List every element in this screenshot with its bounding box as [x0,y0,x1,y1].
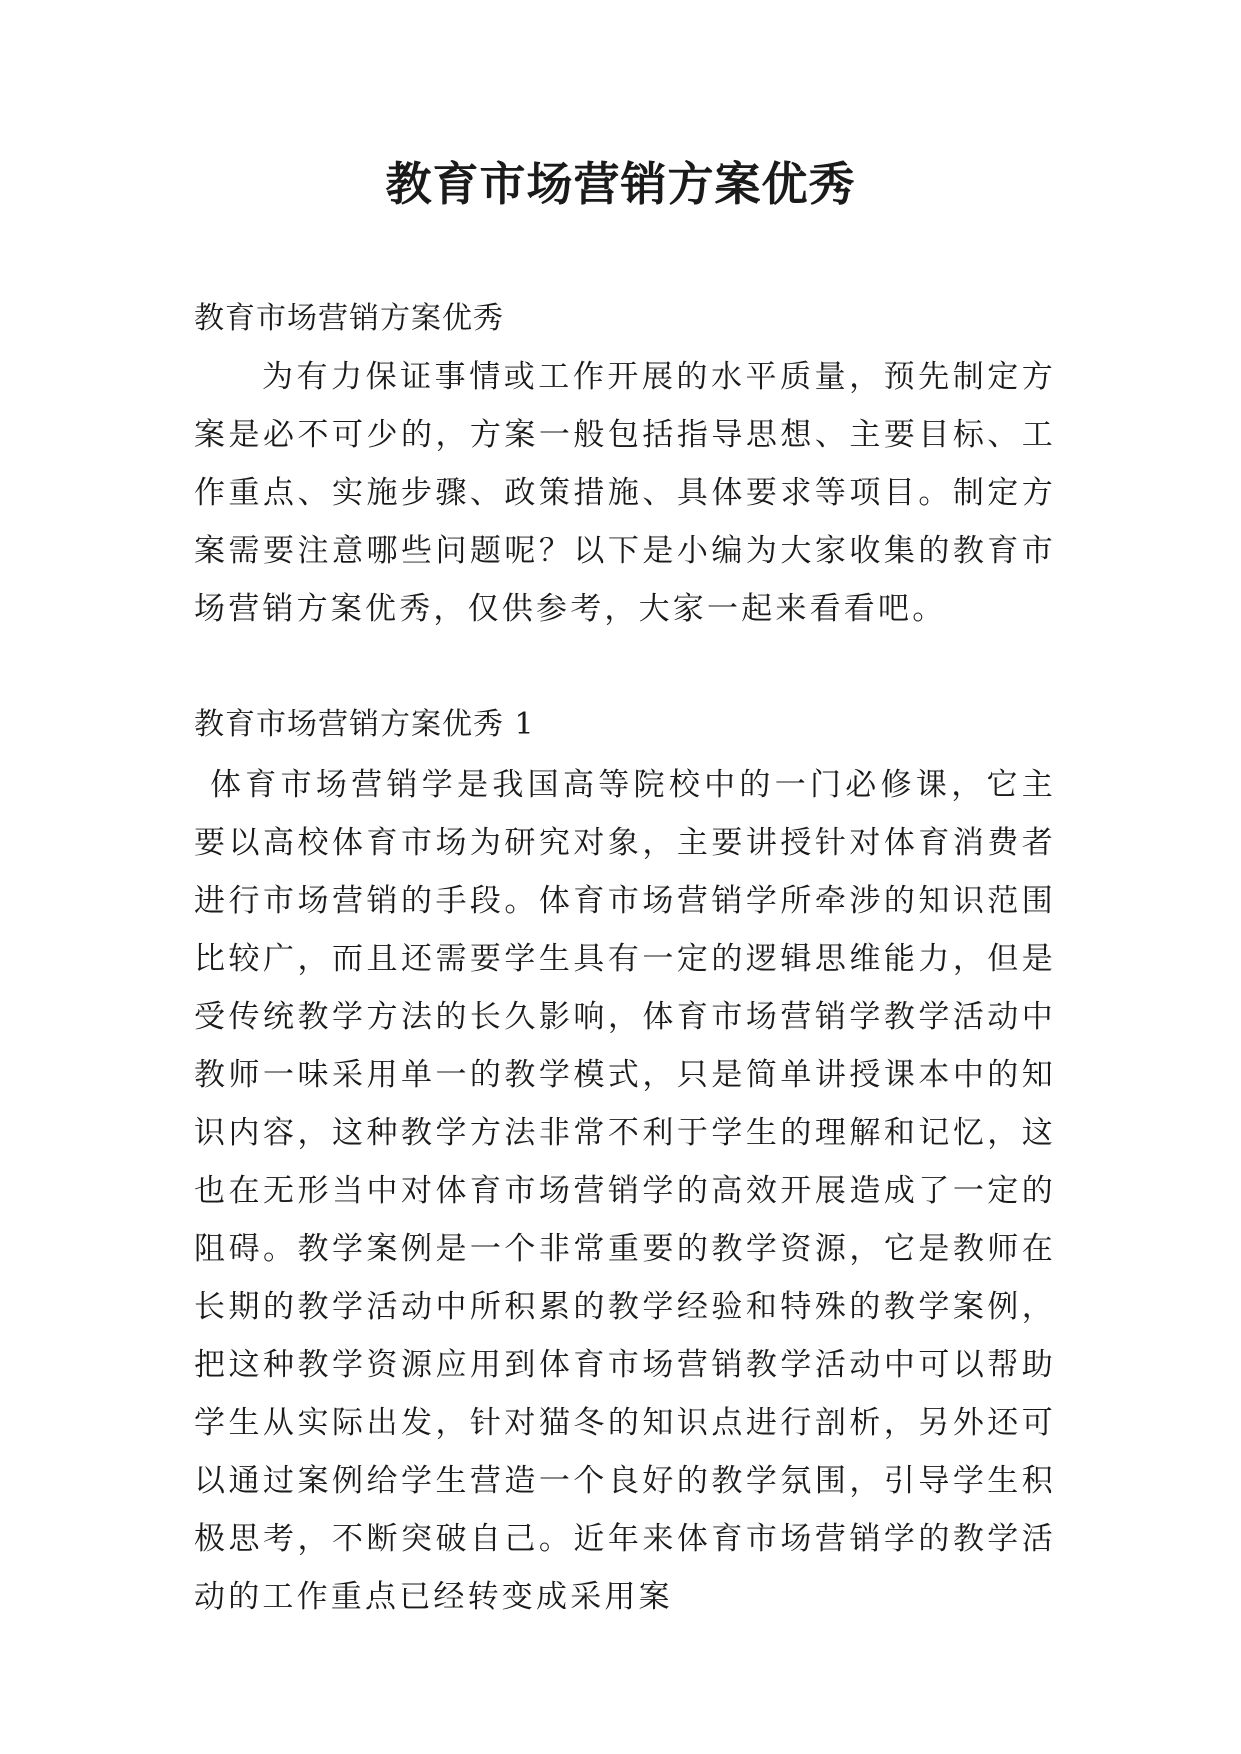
section-heading: 教育市场营销方案优秀 1 [194,707,535,742]
body-paragraph: 体育市场营销学是我国高等院校中的一门必修课，它主要以高校体育市场为研究对象，主要讲授针对体育消费者进行市场营销的手段。体育市场营销学所牵涉的知识范围比较广，而且还需要学生具有一定的逻辑思维能力，但是受传统教学方法的长久影响，体育市场营销学教学活动中教师一味采用单一的教学模式，只是简单讲授课本中的知识内容，这种教学方法非常不利于学生的理解和记忆，这也在无形当中对体育市场营销学的高效开展造成了一定的阻碍。教学案例是一个非常重要的教学资源，它是教师在长期的教学活动中所积累的教学经验和特殊的教学案例，把这种教学资源应用到体育市场营销教学活动中可以帮助学生从实际出发，针对猫冬的知识点进行剖析，另外还可以通过案例给学生营造一个良好的教学氛围，引导学生积极思考，不断突破自己。近年来体育市场营销学的教学活动的工作重点已经转变成采用案 [194,767,1056,1615]
document-title: 教育市场营销方案优秀 [385,157,856,211]
document-subtitle: 教育市场营销方案优秀 [194,301,504,336]
intro-paragraph: 为有力保证事情或工作开展的水平质量，预先制定方案是必不可少的，方案一般包括指导思想、主要目标、工作重点、实施步骤、政策措施、具体要求等项目。制定方案需要注意哪些问题呢？以下是小编为大家收集的教育市场营销方案优秀，仅供参考，大家一起来看看吧。 [194,359,1056,627]
